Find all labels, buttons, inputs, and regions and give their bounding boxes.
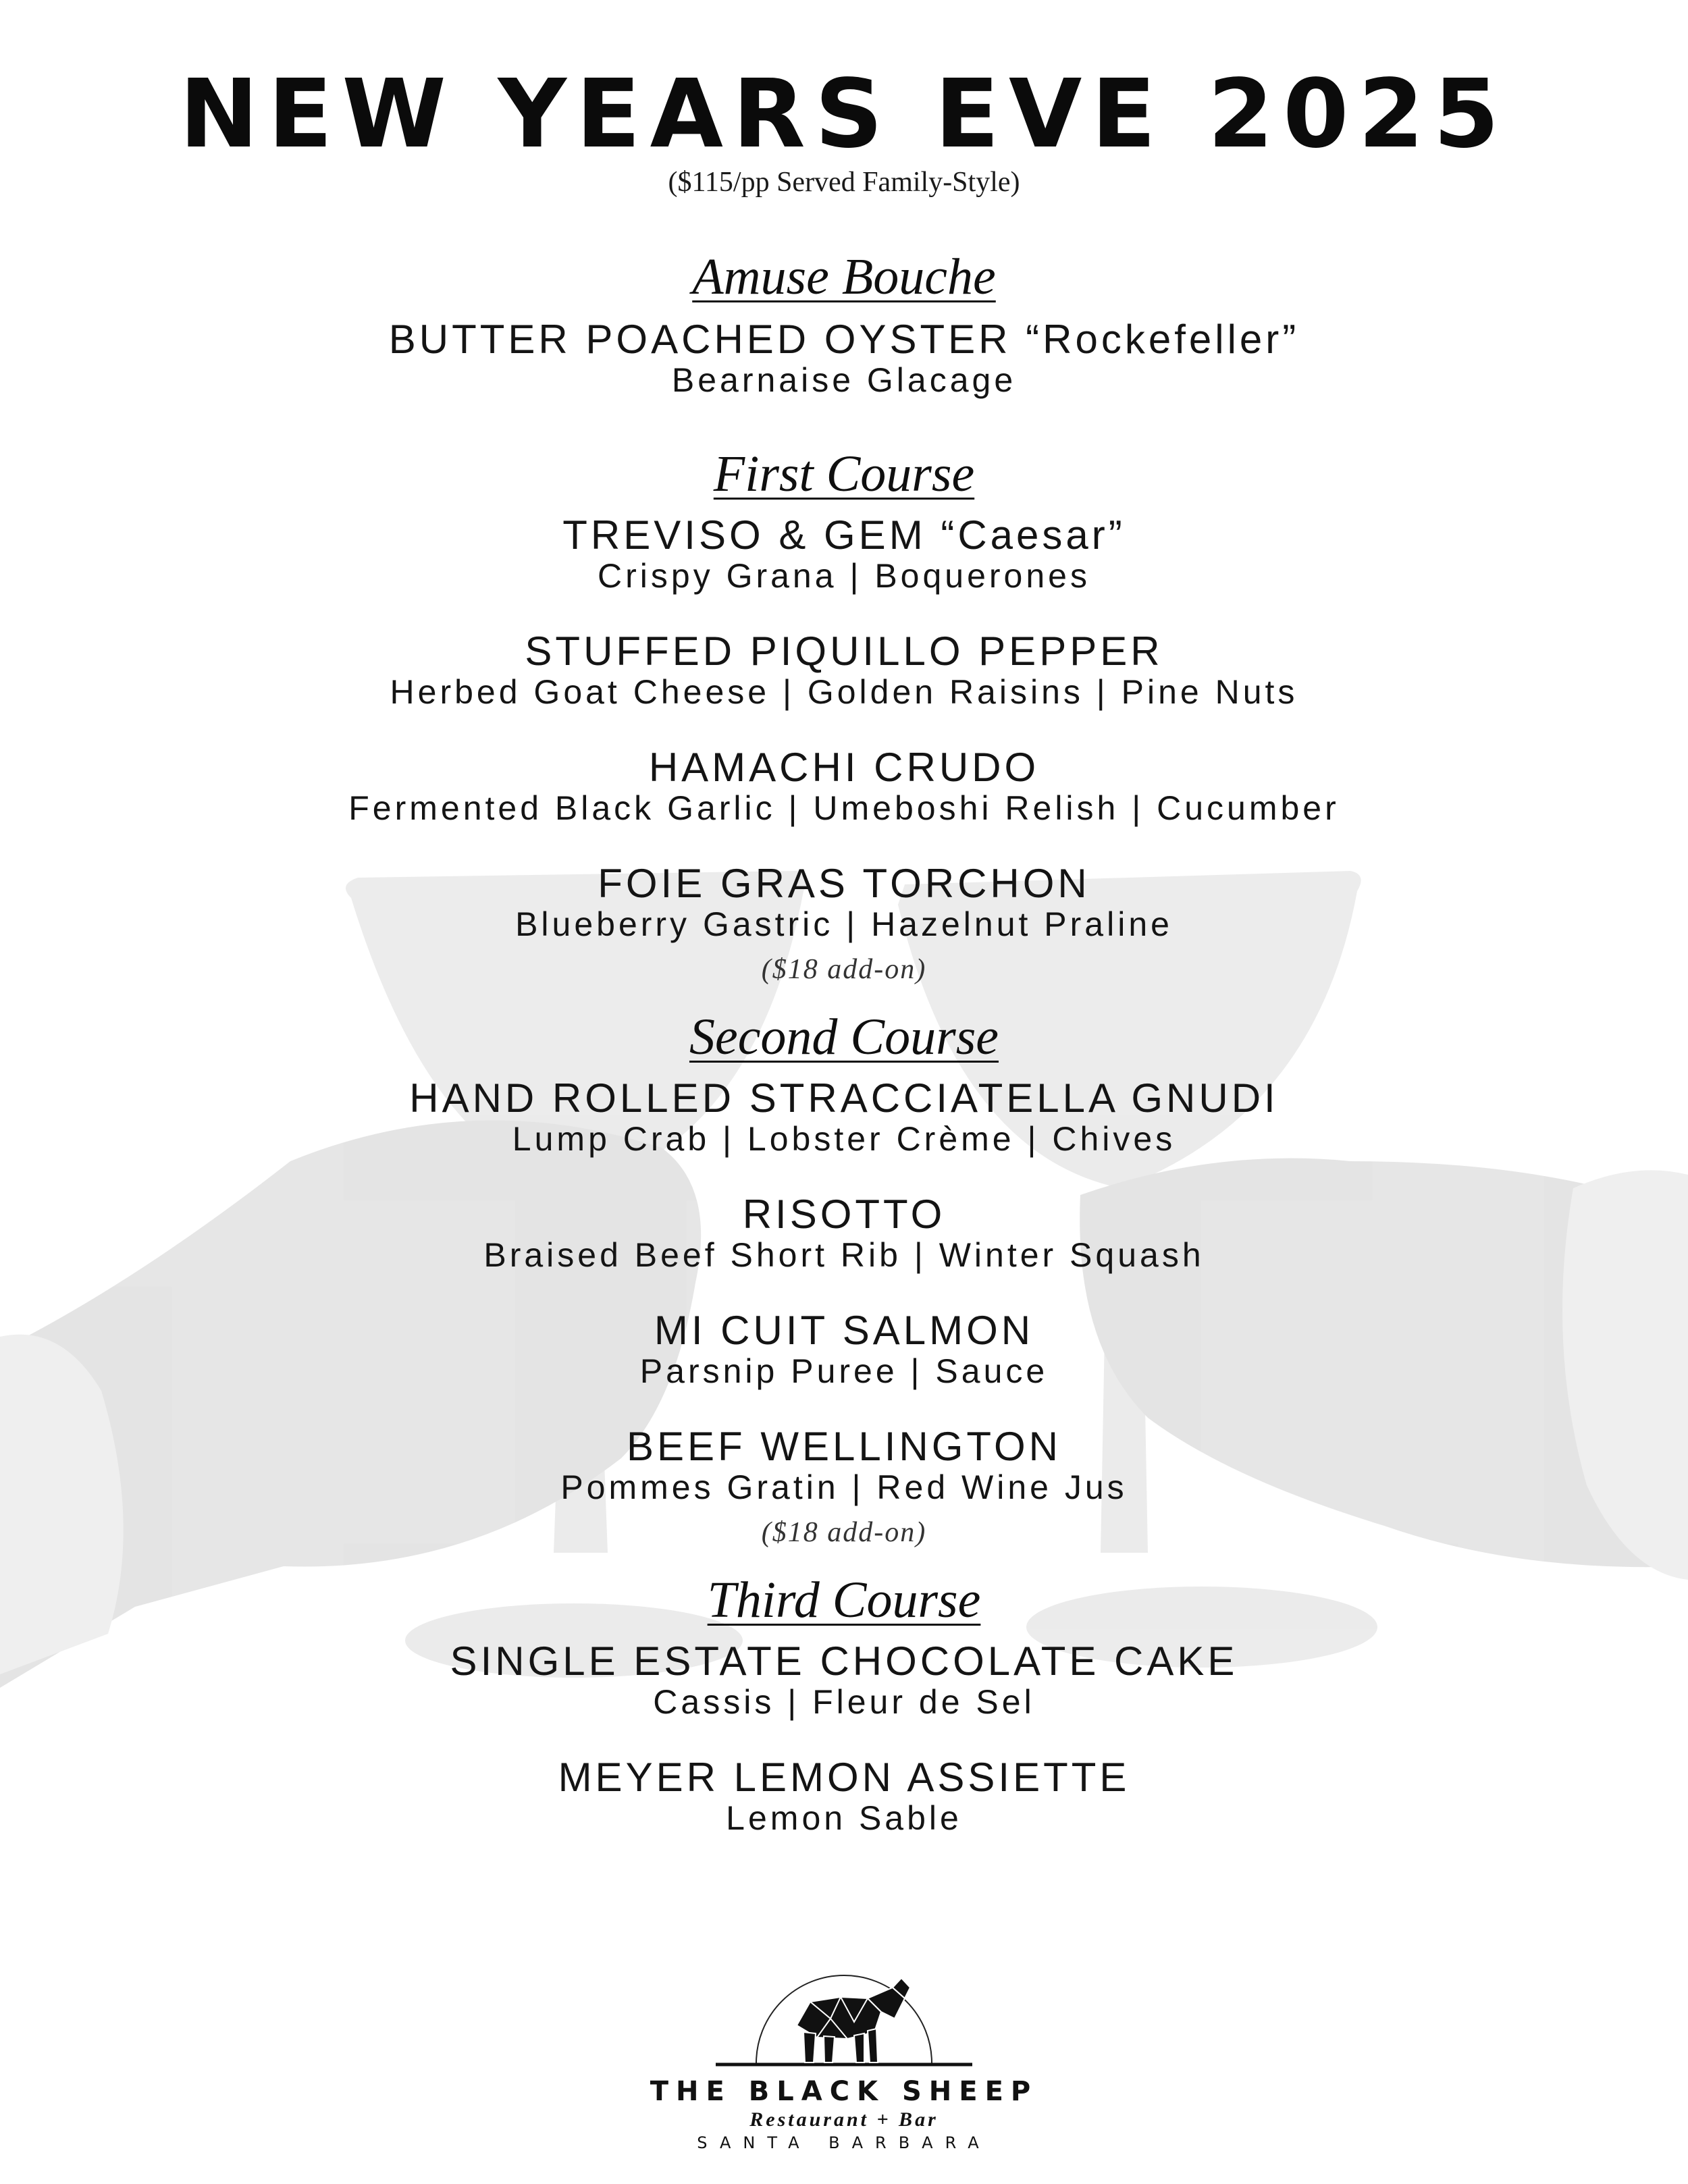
restaurant-name: THE BLACK SHEEP <box>650 2076 1038 2107</box>
menu-item <box>0 1640 1688 1721</box>
item-name: BEEF WELLINGTON <box>626 1424 1061 1469</box>
add-on-price-note: ($18 add-on) <box>761 1517 927 1548</box>
item-description: Bearnaise Glacage <box>671 361 1017 399</box>
black-sheep-logo-icon <box>702 1931 986 2073</box>
item-name: SINGLE ESTATE CHOCOLATE CAKE <box>450 1639 1238 1684</box>
item-name: BUTTER POACHED OYSTER “Rockefeller” <box>388 317 1300 362</box>
menu-item <box>0 862 1688 986</box>
item-name: MEYER LEMON ASSIETTE <box>558 1755 1130 1800</box>
section-first-course <box>0 444 1688 986</box>
item-name: HAND ROLLED STRACCIATELLA GNUDI <box>409 1075 1279 1121</box>
item-description: Lump Crab | Lobster Crème | Chives <box>512 1120 1176 1158</box>
menu-item <box>0 1425 1688 1549</box>
item-description: Cassis | Fleur de Sel <box>653 1683 1035 1721</box>
menu-item <box>0 1077 1688 1158</box>
section-title: Second Course <box>689 1009 999 1065</box>
section-amuse-bouche <box>0 246 1688 399</box>
restaurant-tagline: Restaurant + Bar <box>749 2108 939 2131</box>
add-on-price-note: ($18 add-on) <box>761 954 927 985</box>
menu-item <box>0 318 1688 399</box>
item-name: TREVISO & GEM “Caesar” <box>562 512 1126 558</box>
item-name: STUFFED PIQUILLO PEPPER <box>525 629 1163 674</box>
menu-subtitle: ($115/pp Served Family-Style) <box>668 167 1020 198</box>
item-description: Parsnip Puree | Sauce <box>639 1352 1049 1390</box>
item-name: FOIE GRAS TORCHON <box>598 861 1090 906</box>
menu-item <box>0 746 1688 827</box>
section-title: Third Course <box>707 1572 981 1628</box>
menu-item <box>0 1193 1688 1274</box>
item-name: RISOTTO <box>742 1192 946 1237</box>
section-title: First Course <box>713 446 975 502</box>
menu-item <box>0 1756 1688 1837</box>
section-title: Amuse Bouche <box>692 248 996 305</box>
menu-title: NEW YEARS EVE 2025 <box>179 59 1509 169</box>
menu-item <box>0 514 1688 595</box>
item-description: Fermented Black Garlic | Umeboshi Relish | Cucumber <box>348 789 1340 827</box>
item-description: Pommes Gratin | Red Wine Jus <box>560 1468 1128 1506</box>
item-name: HAMACHI CRUDO <box>648 745 1040 790</box>
section-third-course <box>0 1570 1688 1837</box>
item-description: Braised Beef Short Rib | Winter Squash <box>483 1236 1205 1274</box>
restaurant-city: SANTA BARBARA <box>697 2133 991 2152</box>
section-second-course <box>0 1007 1688 1549</box>
menu-item <box>0 1309 1688 1390</box>
item-description: Lemon Sable <box>726 1799 962 1837</box>
item-name: MI CUIT SALMON <box>654 1308 1034 1353</box>
item-description: Herbed Goat Cheese | Golden Raisins | Pine Nuts <box>390 673 1298 711</box>
item-description: Crispy Grana | Boquerones <box>598 557 1090 595</box>
menu-item <box>0 630 1688 711</box>
restaurant-logo <box>0 1931 1688 2154</box>
item-description: Blueberry Gastric | Hazelnut Praline <box>515 905 1173 943</box>
